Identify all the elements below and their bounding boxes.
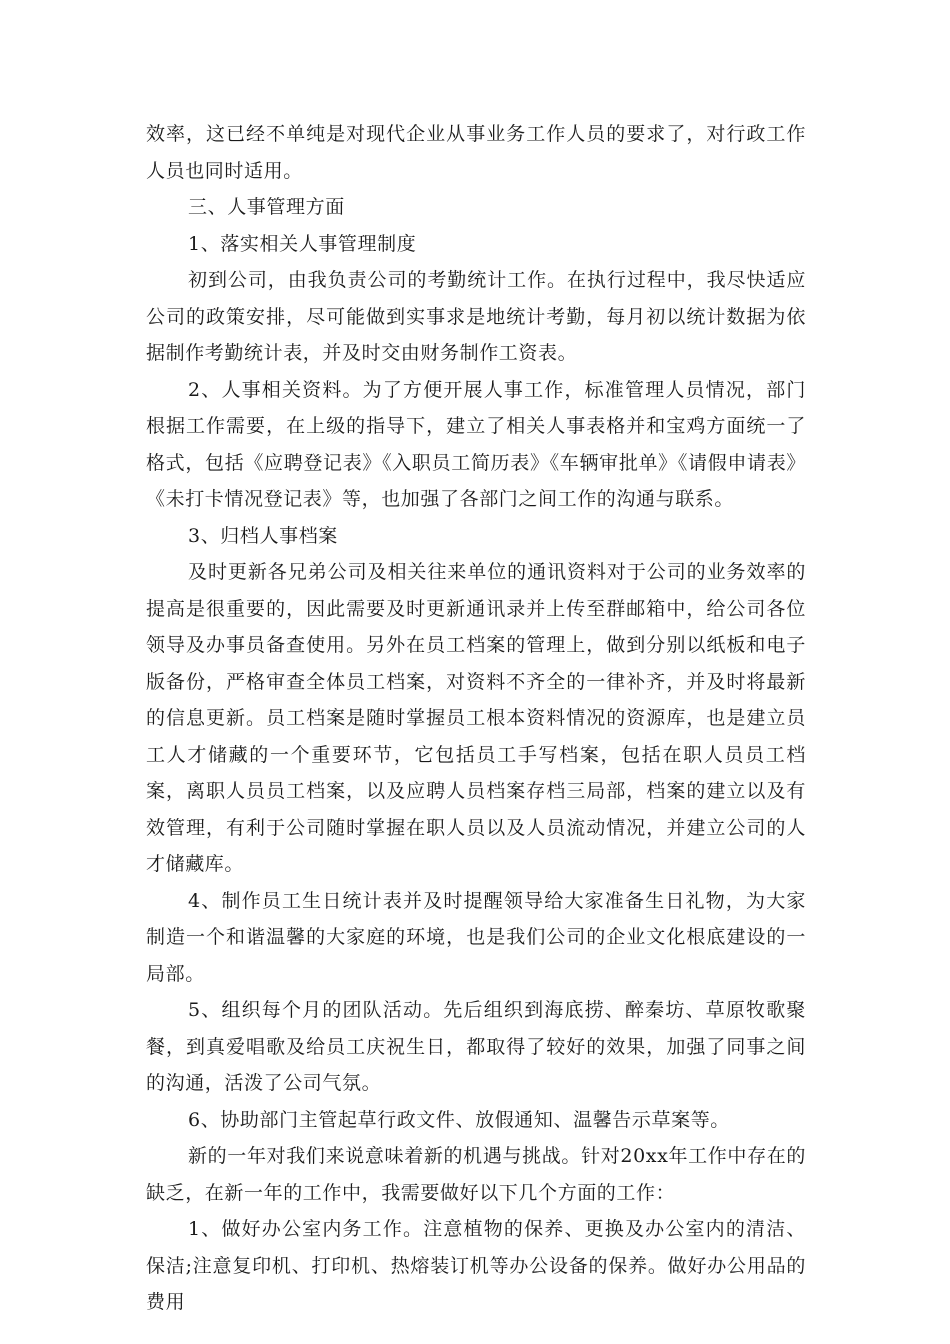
paragraph-hr-materials: 2、人事相关资料。为了方便开展人事工作，标准管理人员情况，部门根据工作需要，在上级的指导下，建立了相关人事表格并和宝鸡方面统一了格式，包括《应聘登记表》《入职员工简历表》《车辆审批单》《请假申请表》《未打卡情况登记表》等，也加强了各部门之间工作的沟通与联系。 xyxy=(146,378,806,510)
paragraph-drafting-documents: 6、协助部门主管起草行政文件、放假通知、温馨告示草案等。 xyxy=(188,1108,730,1131)
subheading-archive-files: 3、归档人事档案 xyxy=(188,524,338,547)
paragraph-new-year: 新的一年对我们来说意味着新的机遇与挑战。针对20xx年工作中存在的缺乏，在新一年的工作中，我需要做好以下几个方面的工作： xyxy=(146,1145,806,1204)
paragraph-attendance: 初到公司，由我负责公司的考勤统计工作。在执行过程中，我尽快适应公司的政策安排，尽可能做到实事求是地统计考勤，每月初以统计数据为依据制作考勤统计表，并及时交由财务制作工资表。 xyxy=(146,269,806,364)
paragraph-office-affairs: 1、做好办公室内务工作。注意植物的保养、更换及办公室内的清洁、保洁;注意复印机、打印机、热熔装订机等办公设备的保养。做好办公用品的费用 xyxy=(146,1218,806,1313)
document-body xyxy=(146,116,806,1321)
paragraph-continuation: 效率，这已经不单纯是对现代企业从事业务工作人员的要求了，对行政工作人员也同时适用。 xyxy=(146,123,806,182)
paragraph-team-activities: 5、组织每个月的团队活动。先后组织到海底捞、醉秦坊、草原牧歌聚餐，到真爱唱歌及给员工庆祝生日，都取得了较好的效果，加强了同事之间的沟通，活泼了公司气氛。 xyxy=(146,999,806,1094)
subheading-implement-policies: 1、落实相关人事管理制度 xyxy=(188,232,417,255)
paragraph-archives: 及时更新各兄弟公司及相关往来单位的通讯资料对于公司的业务效率的提高是很重要的，因此需要及时更新通讯录并上传至群邮箱中，给公司各位领导及办事员备查使用。另外在员工档案的管理上，做到分别以纸板和电子版备份，严格审查全体员工档案，对资料不齐全的一律补齐，并及时将最新的信息更新。员工档案是随时掌握员工根本资料情况的资源库，也是建立员工人才储藏的一个重要环节，它包括员工手写档案，包括在职人员员工档案，离职人员员工档案，以及应聘人员档案存档三局部，档案的建立以及有效管理，有利于公司随时掌握在职人员以及人员流动情况，并建立公司的人才储藏库。 xyxy=(146,561,806,875)
paragraph-birthdays: 4、制作员工生日统计表并及时提醒领导给大家准备生日礼物，为大家制造一个和谐温馨的大家庭的环境，也是我们公司的企业文化根底建设的一局部。 xyxy=(146,889,806,985)
section-heading-hr-management: 三、人事管理方面 xyxy=(188,196,345,218)
